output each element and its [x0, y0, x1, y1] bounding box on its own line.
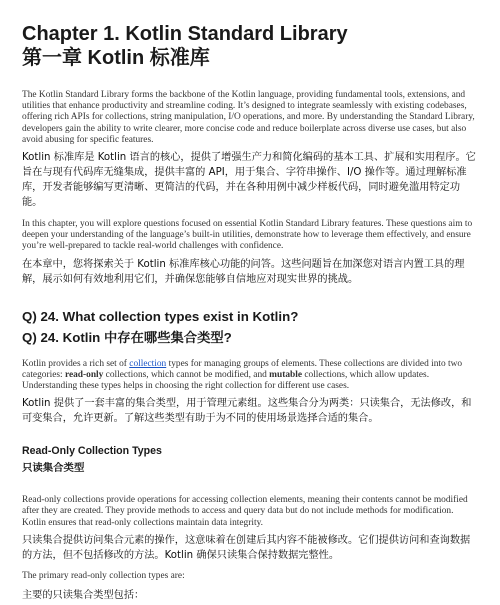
readonly-heading-en: Read-Only Collection Types: [22, 445, 162, 458]
readonly-paragraph-en: Read-only collections provide operations for accessing collection elements, meaning their contents cannot be modified after they are created. They provide methods to access and query data but do not include methods for modification. Kotlin ensures that read-only collections maintain data integrity.: [22, 495, 468, 528]
answer-paragraph-en: Kotlin provides a rich set of collection types for managing groups of elements. These collections are divided into two categories: read-only collections, which cannot be modified, and mutable collections, which allow updates. Understanding these types helps in choosing the right collection for different use cases.: [22, 358, 463, 392]
chapter-title-cn: 第一章 Kotlin 标准库: [22, 47, 210, 69]
chapter-title-en: Chapter 1. Kotlin Standard Library: [22, 23, 348, 45]
chapter-paragraph-en: In this chapter, you will explore questions focused on essential Kotlin Standard Library features. These questions aim to deepen your understanding of the language’s built-in utilities, demonstrate how to leverage them effectively, and ensure you’re well-prepared to tackle real-world challenges with confidence.: [22, 219, 473, 252]
primary-types-cn: 主要的只读集合类型包括：: [22, 590, 145, 602]
question-heading-en: Q) 24. What collection types exist in Kotlin?: [22, 308, 299, 324]
mutable-term: mutable: [269, 369, 302, 380]
read-only-term: read-only: [64, 369, 104, 380]
intro-paragraph-cn: Kotlin 标准库是 Kotlin 语言的核心，提供了增强生产力和简化编码的基本工具、扩展和实用程序。它旨在与现有代码库无缝集成，提供丰富的 API，用于集合、字符串操作、I/O 操作等。通过理解标准库，开发者能够编写更清晰、更简洁的代码，并在各种用例中减少样板代码，同时避免滥用特定功能。: [22, 152, 476, 209]
answer-paragraph-cn: Kotlin 提供了一套丰富的集合类型，用于管理元素组。这些集合分为两类：只读集合，无法修改，和可变集合，允许更新。了解这些类型有助于为不同的使用场景选择合适的集合。: [22, 398, 472, 425]
readonly-heading-cn: 只读集合类型: [22, 462, 85, 475]
primary-types-en: The primary read-only collection types are:: [22, 570, 185, 581]
chapter-paragraph-cn: 在本章中，您将探索关于 Kotlin 标准库核心功能的问答。这些问题旨在加深您对语言内置工具的理解，展示如何有效地利用它们，并确保您能够自信地应对现实世界的挑战。: [22, 258, 465, 285]
question-heading-cn: Q) 24. Kotlin 中存在哪些集合类型?: [22, 329, 232, 345]
readonly-paragraph-cn: 只读集合提供访问集合元素的操作，这意味着在创建后其内容不能被修改。它们提供访问和查询数据的方法，但不包括修改的方法。Kotlin 确保只读集合保持数据完整性。: [22, 534, 471, 561]
intro-paragraph-en: The Kotlin Standard Library forms the backbone of the Kotlin language, providing fundamental tools, extensions, and utilities that enhance productivity and streamline coding. It’s designed to integrate seamlessly with existing codebases, offering rich APIs for collections, string manipulation, I/O operations, and more. By understanding the Standard Library, developers gain the ability to write clearer, more concise code and reduce boilerplate across diverse use cases, but also avoid abusing for specific features.: [22, 90, 475, 145]
collection-link[interactable]: collection: [129, 358, 167, 369]
